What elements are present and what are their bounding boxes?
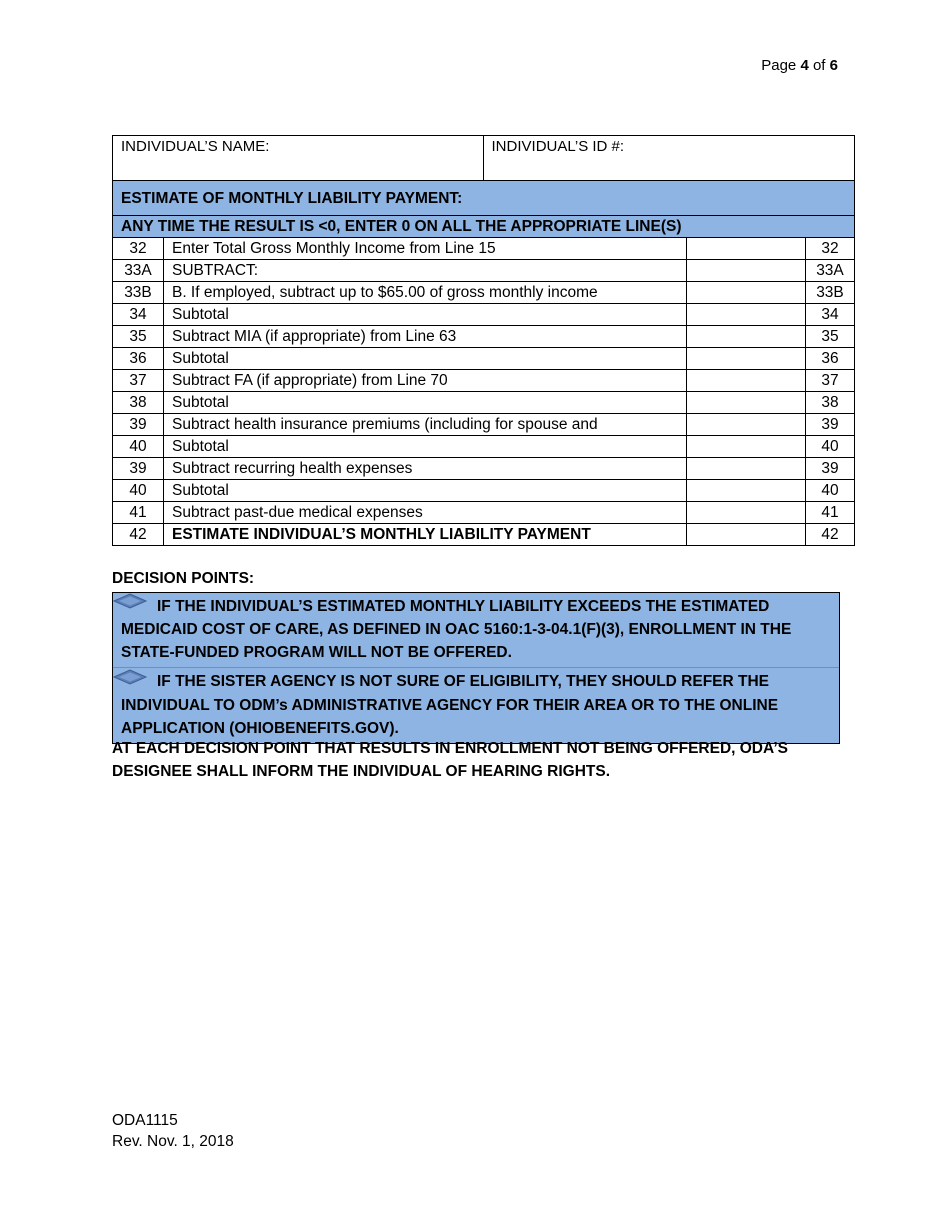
- line-number-right: 32: [805, 238, 854, 260]
- table-row: [113, 304, 855, 326]
- line-number: 40: [113, 480, 164, 502]
- line-number: 39: [113, 414, 164, 436]
- line-description: Enter Total Gross Monthly Income from Line 15: [163, 238, 686, 260]
- line-number-right: 35: [805, 326, 854, 348]
- page-number: [761, 57, 838, 74]
- footer: [112, 1110, 234, 1152]
- line-amount-field[interactable]: [687, 326, 806, 348]
- line-amount-field[interactable]: [687, 436, 806, 458]
- table-row: [113, 260, 855, 282]
- line-number: 42: [113, 524, 164, 546]
- line-amount-field[interactable]: [687, 524, 806, 546]
- table-row: [113, 348, 855, 370]
- line-number: 34: [113, 304, 164, 326]
- table-row: [113, 370, 855, 392]
- line-amount-field[interactable]: [687, 348, 806, 370]
- form-id: ODA1115: [112, 1112, 178, 1129]
- line-description: Subtract health insurance premiums (including for spouse and: [163, 414, 686, 436]
- line-number: 40: [113, 436, 164, 458]
- line-number: 39: [113, 458, 164, 480]
- line-description: ESTIMATE INDIVIDUAL’S MONTHLY LIABILITY PAYMENT: [163, 524, 686, 546]
- decision-points-box: [112, 592, 840, 744]
- table-row: [113, 392, 855, 414]
- line-description: Subtotal: [163, 304, 686, 326]
- instruction-text: ANY TIME THE RESULT IS <0, ENTER 0 ON ALL THE APPROPRIATE LINE(S): [113, 216, 855, 238]
- section-title-row: [113, 181, 855, 216]
- individual-name-label: INDIVIDUAL’S NAME:: [121, 138, 270, 155]
- line-amount-field[interactable]: [687, 304, 806, 326]
- liability-table: [112, 135, 855, 546]
- line-amount-field[interactable]: [687, 370, 806, 392]
- line-number: 38: [113, 392, 164, 414]
- line-number: 35: [113, 326, 164, 348]
- table-row: [113, 326, 855, 348]
- line-number-right: 39: [805, 458, 854, 480]
- diamond-bullet-icon: [113, 669, 147, 692]
- line-description: Subtract MIA (if appropriate) from Line 63: [163, 326, 686, 348]
- table-row: [113, 458, 855, 480]
- header-row: [113, 136, 855, 181]
- line-number-right: 37: [805, 370, 854, 392]
- line-description: B. If employed, subtract up to $65.00 of gross monthly income: [163, 282, 686, 304]
- table-row: [113, 502, 855, 524]
- instruction-row: [113, 216, 855, 238]
- line-description: Subtract past-due medical expenses: [163, 502, 686, 524]
- line-description: SUBTRACT:: [163, 260, 686, 282]
- line-amount-field[interactable]: [687, 282, 806, 304]
- line-number-right: 39: [805, 414, 854, 436]
- line-amount-field[interactable]: [687, 260, 806, 282]
- line-amount-field[interactable]: [687, 392, 806, 414]
- line-number: 33A: [113, 260, 164, 282]
- table-row: [113, 282, 855, 304]
- table-row: [113, 524, 855, 546]
- line-amount-field[interactable]: [687, 238, 806, 260]
- line-number-right: 40: [805, 436, 854, 458]
- line-amount-field[interactable]: [687, 480, 806, 502]
- line-number-right: 42: [805, 524, 854, 546]
- section-title: ESTIMATE OF MONTHLY LIABILITY PAYMENT:: [113, 181, 855, 216]
- individual-name-field[interactable]: [113, 136, 484, 181]
- line-amount-field[interactable]: [687, 414, 806, 436]
- line-amount-field[interactable]: [687, 502, 806, 524]
- decision-points-title: DECISION POINTS:: [112, 570, 255, 587]
- line-number-right: 36: [805, 348, 854, 370]
- line-description: Subtotal: [163, 436, 686, 458]
- line-number-right: 40: [805, 480, 854, 502]
- individual-id-label: INDIVIDUAL’S ID #:: [491, 138, 625, 155]
- page-label: Page: [761, 57, 797, 74]
- decision-item: [113, 667, 839, 742]
- line-number-right: 38: [805, 392, 854, 414]
- line-description: Subtotal: [163, 480, 686, 502]
- line-description: Subtotal: [163, 392, 686, 414]
- line-description: Subtract FA (if appropriate) from Line 70: [163, 370, 686, 392]
- line-description: Subtotal: [163, 348, 686, 370]
- line-number: 32: [113, 238, 164, 260]
- page-current: 4: [800, 57, 809, 74]
- line-number: 36: [113, 348, 164, 370]
- revision-date: Rev. Nov. 1, 2018: [112, 1133, 234, 1150]
- page-of: of: [812, 57, 826, 74]
- line-number: 41: [113, 502, 164, 524]
- diamond-bullet-icon: [113, 593, 147, 616]
- page-total: 6: [829, 57, 838, 74]
- table-row: [113, 436, 855, 458]
- decision-item-text: IF THE SISTER AGENCY IS NOT SURE OF ELIGIBILITY, THEY SHOULD REFER THE INDIVIDUAL TO ODM’s ADMINISTRATIVE AGENCY FOR THEIR AREA OR TO THE ONLINE APPLICATION (OHIOBENEFITS.GOV).: [121, 673, 779, 737]
- line-items: [113, 238, 855, 546]
- table-row: [113, 480, 855, 502]
- individual-id-field[interactable]: [483, 136, 854, 181]
- line-number-right: 33B: [805, 282, 854, 304]
- decision-item-text: IF THE INDIVIDUAL’S ESTIMATED MONTHLY LIABILITY EXCEEDS THE ESTIMATED MEDICAID COST OF CARE, AS DEFINED IN OAC 5160:1-3-04.1(F)(3), ENROLLMENT IN THE STATE-FUNDED PROGRAM WILL NOT BE OFFERED.: [121, 598, 792, 662]
- table-row: [113, 238, 855, 260]
- line-description: Subtract recurring health expenses: [163, 458, 686, 480]
- hearing-rights-notice: AT EACH DECISION POINT THAT RESULTS IN ENROLLMENT NOT BEING OFFERED, ODA’S DESIGNEE SHALL INFORM THE INDIVIDUAL OF HEARING RIGHTS.: [112, 740, 788, 780]
- line-number: 37: [113, 370, 164, 392]
- line-number-right: 41: [805, 502, 854, 524]
- decision-item: [113, 593, 839, 667]
- table-row: [113, 414, 855, 436]
- line-number-right: 33A: [805, 260, 854, 282]
- line-number-right: 34: [805, 304, 854, 326]
- line-amount-field[interactable]: [687, 458, 806, 480]
- line-number: 33B: [113, 282, 164, 304]
